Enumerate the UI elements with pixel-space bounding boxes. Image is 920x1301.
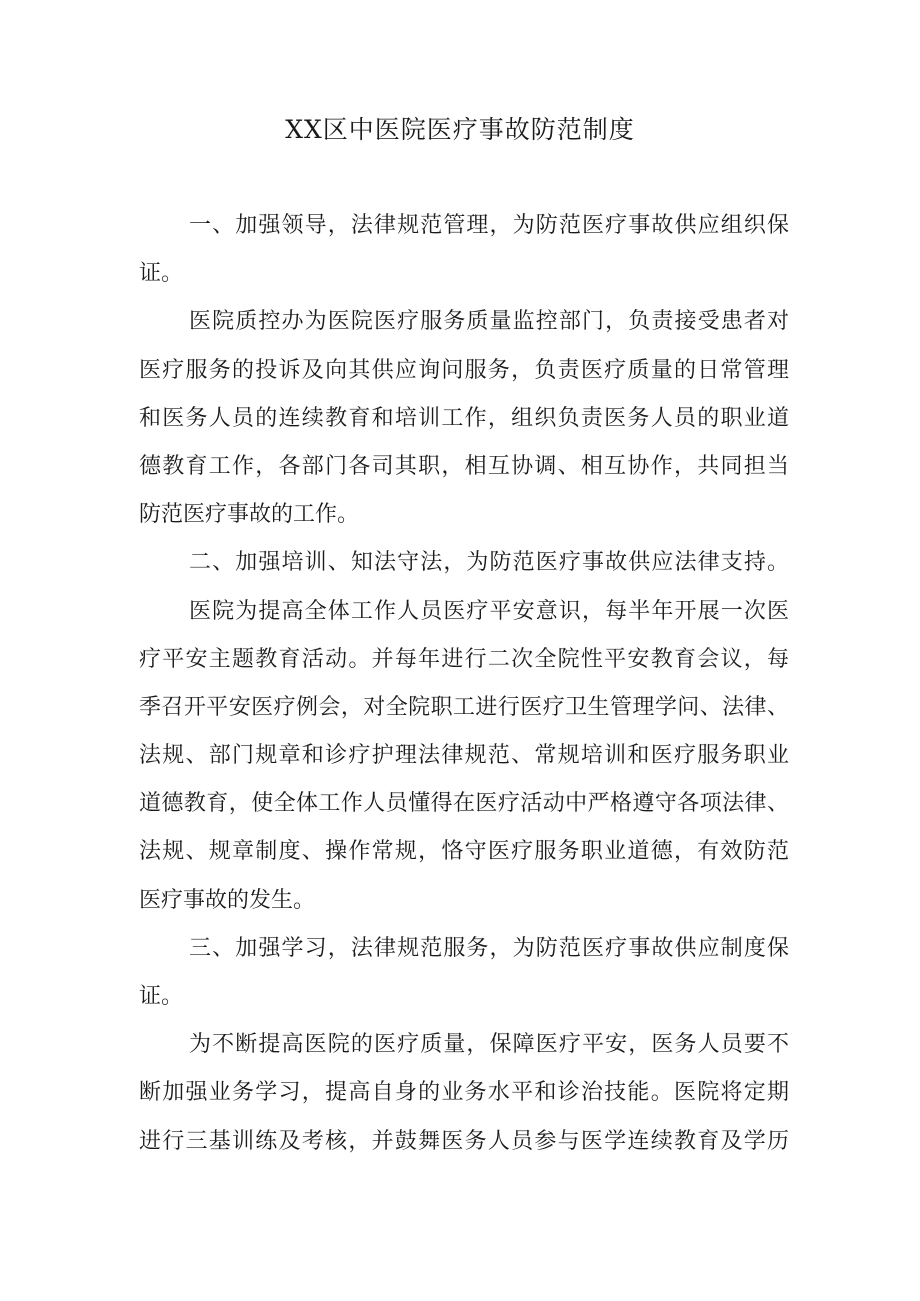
text-line: 医疗服务的投诉及向其供应询问服务，负责医疗质量的日常管理 bbox=[139, 357, 789, 383]
text-line: 医疗事故的发生。 bbox=[139, 887, 316, 913]
text-line: 道德教育，使全体工作人员懂得在医疗活动中严格遵守各项法律、 bbox=[139, 791, 789, 817]
text-line: 德教育工作，各部门各司其职，相互协调、相互协作，共同担当 bbox=[139, 453, 789, 479]
text-line: 为不断提高医院的医疗质量，保障医疗平安，医务人员要不 bbox=[189, 1032, 789, 1058]
text-line: 医院为提高全体工作人员医疗平安意识，每半年开展一次医 bbox=[189, 598, 789, 624]
document-title: XX区中医院医疗事故防范制度 bbox=[285, 115, 635, 144]
text-line: 季召开平安医疗例会，对全院职工进行医疗卫生管理学问、法律、 bbox=[139, 694, 789, 720]
text-line: 医院质控办为医院医疗服务质量监控部门，负责接受患者对 bbox=[189, 309, 789, 335]
text-line: 三、加强学习，法律规范服务，为防范医疗事故供应制度保 bbox=[189, 935, 789, 961]
text-line: 和医务人员的连续教育和培训工作，组织负责医务人员的职业道 bbox=[139, 405, 789, 431]
text-line: 证。 bbox=[139, 261, 184, 287]
text-line: 证。 bbox=[139, 984, 184, 1009]
text-line: 疗平安主题教育活动。并每年进行二次全院性平安教育会议，每 bbox=[139, 646, 789, 672]
text-line: 二、加强培训、知法守法，为防范医疗事故供应法律支持。 bbox=[189, 550, 789, 576]
text-line: 断加强业务学习，提高自身的业务水平和诊治技能。医院将定期 bbox=[139, 1080, 789, 1106]
text-line: 进行三基训练及考核，并鼓舞医务人员参与医学连续教育及学历 bbox=[139, 1128, 789, 1154]
document-body bbox=[139, 202, 789, 1166]
text-line: 法规、规章制度、操作常规，恪守医疗服务职业道德，有效防范 bbox=[139, 839, 789, 865]
text-line: 一、加强领导，法律规范管理，为防范医疗事故供应组织保 bbox=[189, 213, 789, 238]
text-line: 法规、部门规章和诊疗护理法律规范、常规培训和医疗服务职业 bbox=[139, 743, 789, 769]
text-line: 防范医疗事故的工作。 bbox=[139, 502, 360, 528]
